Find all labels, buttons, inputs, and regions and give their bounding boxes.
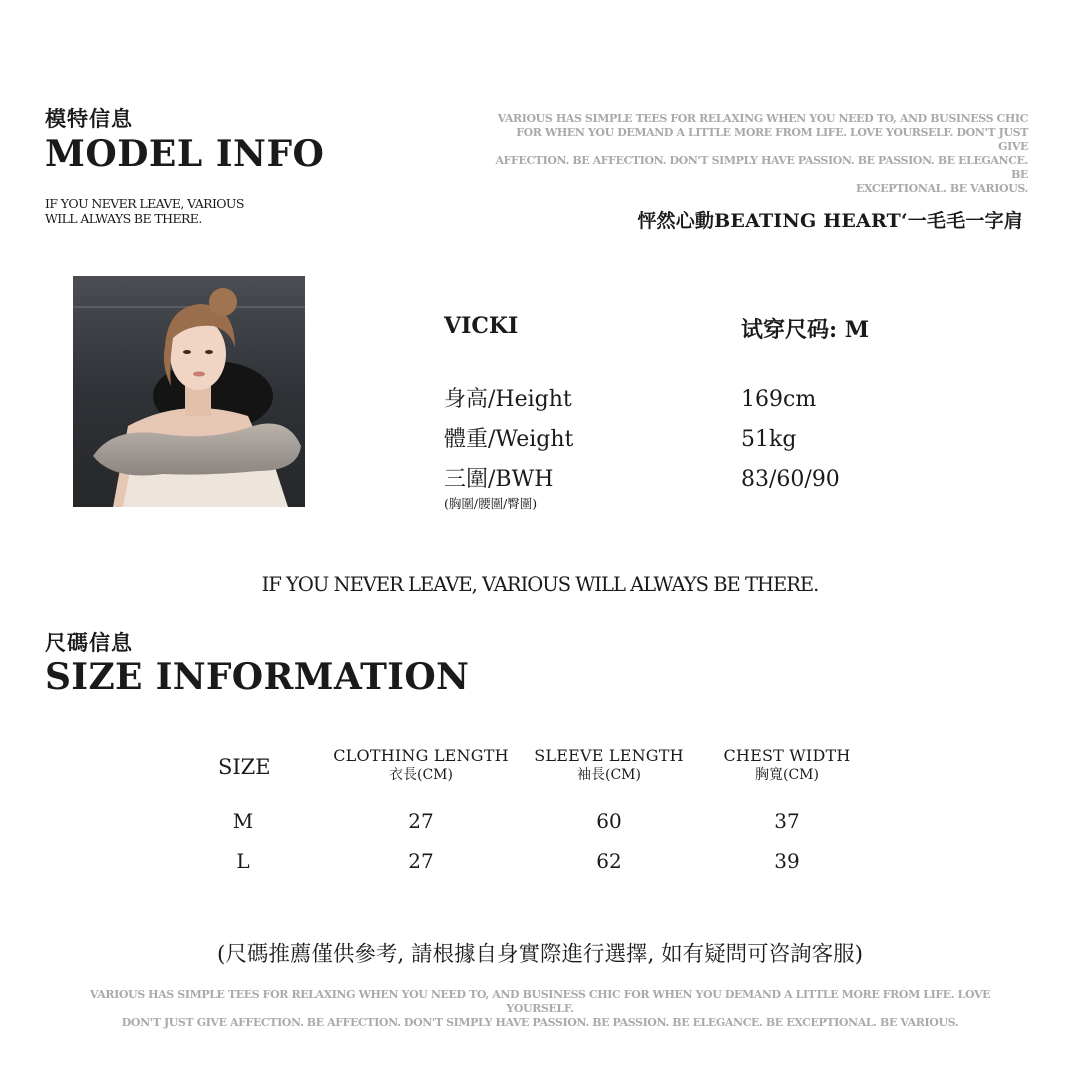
bwh-sublabel: (胸圍/腰圍/臀圍): [444, 496, 538, 511]
size-section-title-cn: 尺碼信息: [45, 630, 133, 655]
weight-label: 體重/Weight: [444, 427, 574, 452]
footer-line: VARIOUS HAS SIMPLE TEES FOR RELAXING WHEN YOU NEED TO, AND BUSINESS CHIC FOR WHEN YOU DEMAND A LITTLE MORE FROM LIFE. LOVE YOURSELF.: [89, 988, 991, 1015]
model-photo: [73, 276, 305, 507]
bwh-label: 三圍/BWH: [444, 467, 554, 492]
blurb-line: FOR WHEN YOU DEMAND A LITTLE MORE FROM LIFE. LOVE YOURSELF. DON'T JUST GIVE: [516, 126, 1028, 153]
tagline-line: WILL ALWAYS BE THERE.: [45, 211, 202, 226]
bwh-value: 83/60/90: [741, 467, 840, 492]
size-section-title-en: SIZE INFORMATION: [45, 656, 470, 698]
brand-blurb: [488, 112, 1028, 196]
mid-tagline: IF YOU NEVER LEAVE, VARIOUS WILL ALWAYS BE THERE.: [261, 573, 819, 596]
size-note: (尺碼推薦僅供參考, 請根據自身實際進行選擇, 如有疑問可咨詢客服): [216, 942, 864, 967]
footer-blurb: [60, 988, 1020, 1030]
blurb-line: VARIOUS HAS SIMPLE TEES FOR RELAXING WHEN YOU NEED TO, AND BUSINESS CHIC: [497, 112, 1028, 125]
column-header-cn: 衣長(CM): [389, 767, 453, 783]
try-size: 试穿尺码: M: [741, 317, 870, 343]
product-name: 怦然心動BEATING HEART‘一毛毛一字肩: [637, 210, 1023, 232]
table-cell: 37: [774, 809, 800, 833]
table-cell: 27: [408, 849, 434, 873]
blurb-line: AFFECTION. BE AFFECTION. DON'T SIMPLY HAVE PASSION. BE PASSION. BE ELEGANCE. BE: [495, 154, 1028, 181]
tagline-line: IF YOU NEVER LEAVE, VARIOUS: [45, 196, 244, 211]
height-value: 169cm: [741, 387, 817, 412]
table-cell: 27: [408, 809, 434, 833]
height-label: 身高/Height: [444, 387, 572, 412]
size-column-header: SIZE: [218, 755, 271, 779]
table-cell: 60: [596, 809, 622, 833]
footer-line: DON'T JUST GIVE AFFECTION. BE AFFECTION. DON'T SIMPLY HAVE PASSION. BE PASSION. BE ELEGANCE. BE EXCEPTIONAL. BE VARIOUS.: [121, 1016, 959, 1029]
blurb-line: EXCEPTIONAL. BE VARIOUS.: [855, 182, 1028, 195]
section-title-cn: 模特信息: [45, 106, 133, 131]
header-tagline: [45, 196, 305, 226]
chest-width-header: [687, 746, 887, 784]
column-header-en: SLEEVE LENGTH: [534, 746, 684, 765]
table-cell: 62: [596, 849, 622, 873]
table-cell-size: L: [236, 849, 250, 873]
column-header-en: CHEST WIDTH: [723, 746, 851, 765]
clothing-length-header: [321, 746, 521, 784]
column-header-cn: 胸寬(CM): [755, 767, 819, 783]
table-cell-size: M: [232, 809, 254, 833]
column-header-cn: 袖長(CM): [577, 767, 641, 783]
table-cell: 39: [774, 849, 800, 873]
weight-value: 51kg: [741, 427, 797, 452]
section-title-en: MODEL INFO: [45, 133, 325, 175]
model-name: VICKI: [444, 313, 519, 339]
model-photo-illustration: [73, 276, 305, 507]
sleeve-length-header: [509, 746, 709, 784]
column-header-en: CLOTHING LENGTH: [333, 746, 509, 765]
